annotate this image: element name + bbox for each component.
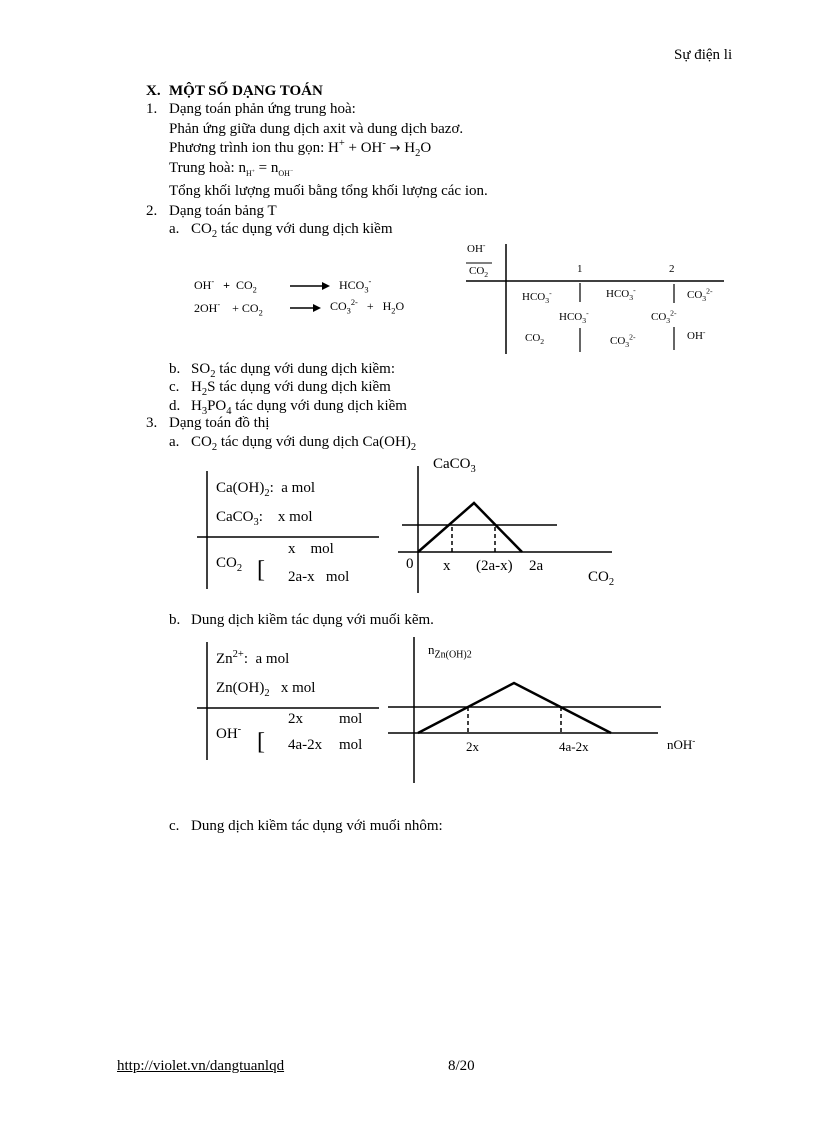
box-a-row1: $Ca(OH)_2$: a mol xyxy=(216,480,315,499)
item3-a-label: a. xyxy=(169,434,180,450)
box-b-row3-bot-unit: mol xyxy=(339,737,363,753)
t-table-cell: $HCO_3^-$ xyxy=(606,285,636,303)
item1-ionic-equation: Phương trình ion thu gọn: $H^+ + OH^- \to H_2O$ xyxy=(169,138,432,159)
item2-c-label: c. xyxy=(169,379,180,395)
reaction-2: 2OH- + $CO_2$ xyxy=(194,300,263,318)
box-a-row3-label: $CO_2$ xyxy=(216,555,243,574)
t-table-head-co2: $CO_2$ xyxy=(469,265,489,280)
chart-a-tick-x: x xyxy=(443,558,451,574)
t-table-cell: $CO_2$ xyxy=(525,332,545,347)
t-table-ratio-2: 2 xyxy=(669,263,675,275)
section-number: X. xyxy=(146,83,161,99)
page-header-title: Sự điện li xyxy=(674,47,733,63)
chart-b-tick-4a-2x: 4a-2x xyxy=(559,739,589,754)
item3-b-text: Dung dịch kiềm tác dụng với muối kẽm. xyxy=(191,612,434,628)
chart-a-origin: 0 xyxy=(406,556,414,572)
footer-link[interactable]: http://violet.vn/dangtuanlqd xyxy=(117,1058,285,1074)
box-a-row2: CaCO$_3$: x mol xyxy=(216,509,313,528)
box-b-row1: $Zn^{2+}$: a mol xyxy=(216,649,290,667)
reaction-2-product: $CO_3^{2-} + H_2O$ xyxy=(330,298,405,316)
t-table-head-oh: OH- xyxy=(467,240,486,255)
item2-d-text: $H_3PO_4$ tác dụng với dung dịch kiềm xyxy=(191,398,407,417)
chart-a-x-label: $CO_2$ xyxy=(588,569,615,588)
footer-page-number: 8/20 xyxy=(448,1058,475,1074)
t-table-cell: OH- xyxy=(687,327,706,342)
box-b-row3-top: 2x xyxy=(288,711,303,727)
box-b-row3-top-unit: mol xyxy=(339,711,363,727)
item3-a-text: $CO_2$ tác dụng với dung dịch $Ca(OH)_2$ xyxy=(191,434,417,453)
t-table-cell: $CO_3^{2-}$ xyxy=(651,308,677,326)
box-b-row2: $Zn(OH)_2$ x mol xyxy=(216,680,316,699)
section-title: MỘT SỐ DẠNG TOÁN xyxy=(169,83,323,99)
reaction-1-product: $HCO_3^-$ xyxy=(339,277,372,295)
t-table-cell: $CO_3^{2-}$ xyxy=(610,332,636,350)
t-table-cell: $CO_3^{2-}$ xyxy=(687,286,713,304)
item2-a-text: $CO_2$ tác dụng với dung dịch kiềm xyxy=(191,221,393,240)
item3-c-text: Dung dịch kiềm tác dụng với muối nhôm: xyxy=(191,818,443,834)
item3-number: 3. xyxy=(146,415,158,431)
item3-b-label: b. xyxy=(169,612,181,628)
item1-number: 1. xyxy=(146,101,158,117)
chart-a-y-label: CaCO$_3$ xyxy=(433,456,476,475)
item1-neutralization: Trung hoà: $n_{H^+} = n_{OH^-}$ xyxy=(169,160,294,178)
chart-a-tick-2a: 2a xyxy=(529,558,544,574)
chart-b-x-label: nOH- xyxy=(667,735,696,752)
box-a-row3-top: x mol xyxy=(288,541,334,557)
reaction-1: OH- + $CO_2$ xyxy=(194,277,257,295)
item2-number: 2. xyxy=(146,203,158,219)
item2-b-label: b. xyxy=(169,361,181,377)
item2-c-text: $H_2S$ tác dụng với dung dịch kiềm xyxy=(191,379,391,398)
svg-text:[: [ xyxy=(257,729,265,755)
box-a-row3-bot: 2a-x mol xyxy=(288,569,350,585)
item3-c-label: c. xyxy=(169,818,180,834)
t-table-cell: $HCO_3^-$ xyxy=(559,308,589,326)
box-b-row3-bot: 4a-2x xyxy=(288,737,323,753)
item2-a-label: a. xyxy=(169,221,180,237)
chart-a-tick-2a-x: (2a-x) xyxy=(476,558,513,574)
item2-b-text: $SO_2$ tác dụng với dung dịch kiềm: xyxy=(191,361,396,380)
svg-text:[: [ xyxy=(257,557,265,583)
item3-title: Dạng toán đồ thị xyxy=(169,415,270,431)
t-table-cell: $HCO_3^-$ xyxy=(522,288,552,306)
item1-title: Dạng toán phản ứng trung hoà: xyxy=(169,101,356,117)
chart-b-y-label: $n_{Zn(OH)2}$ xyxy=(428,642,472,661)
item2-d-label: d. xyxy=(169,398,181,414)
item1-line1: Phản ứng giữa dung dịch axit và dung dịch bazơ. xyxy=(169,121,464,137)
item1-line4: Tổng khối lượng muối bằng tổng khối lượng các ion. xyxy=(169,183,488,199)
item2-title: Dạng toán bảng T xyxy=(169,203,277,219)
chart-b-tick-2x: 2x xyxy=(466,739,479,754)
box-b-row3-label: OH- xyxy=(216,724,242,742)
t-table-ratio-1: 1 xyxy=(577,263,583,275)
